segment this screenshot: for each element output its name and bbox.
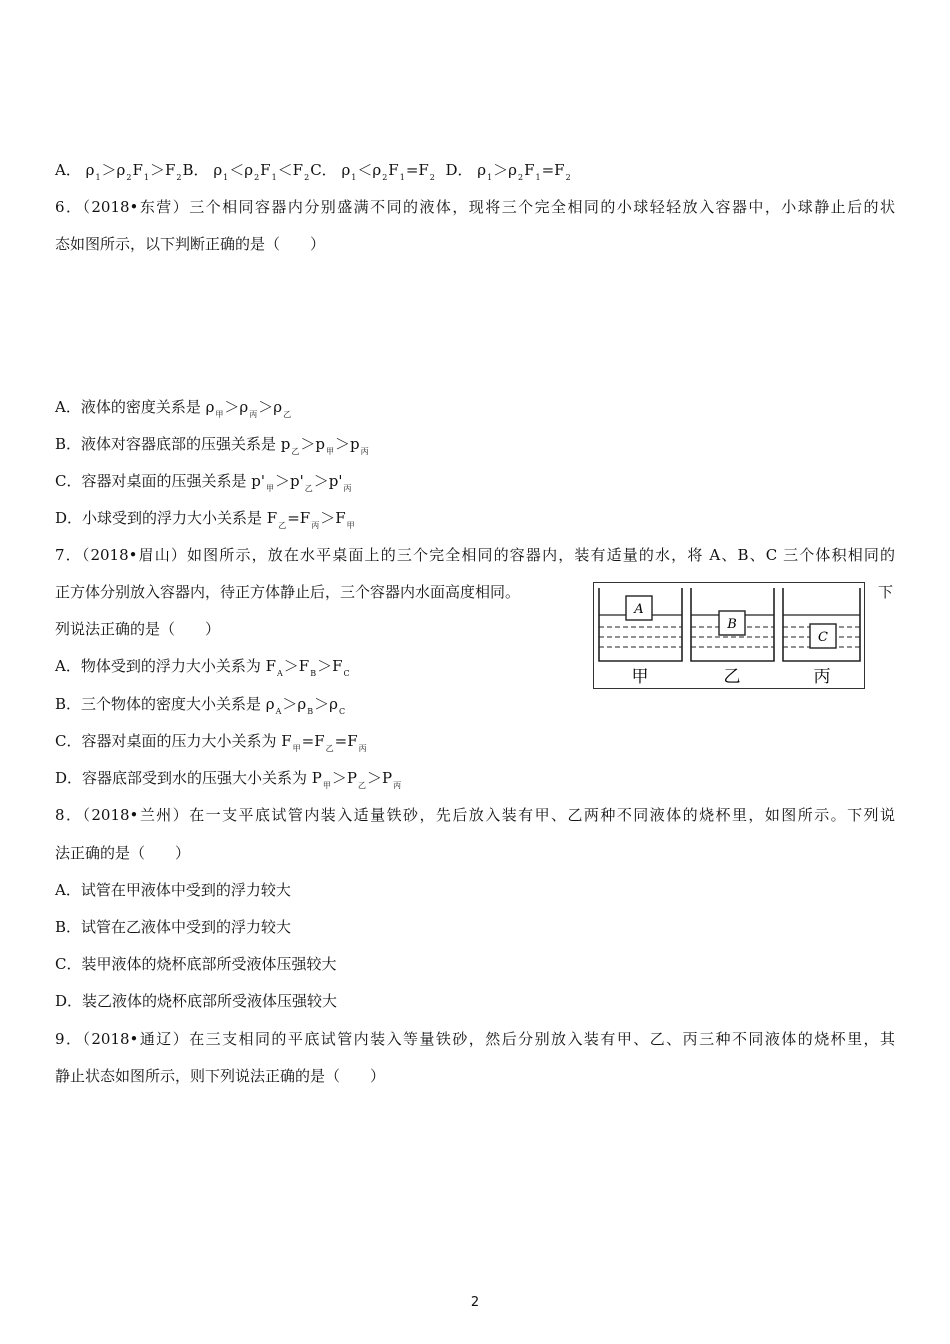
- q6-option-c: [55, 471, 352, 491]
- q5-d-sub3: 1: [535, 173, 541, 182]
- q5-d-sub4: 2: [565, 173, 571, 182]
- q7-a-op1: ＞F: [283, 657, 310, 675]
- q5-d-rho: ρ: [477, 161, 487, 179]
- q5-a-sub4: 2: [176, 173, 182, 182]
- q5-c-op2: =F: [405, 161, 429, 179]
- q7-figure: [593, 582, 865, 689]
- q7-option-b: [55, 694, 346, 714]
- q7-a-sub2: B: [310, 669, 317, 678]
- q8-stem-line2: 法正确的是（ ）: [55, 844, 191, 862]
- q5-b-op1: ＜ρ: [229, 161, 254, 179]
- q6-option-b: [55, 434, 370, 454]
- q7-a-sub1: A: [277, 669, 283, 678]
- q5-d-f: F: [524, 161, 535, 179]
- q5-c-sub4: 2: [429, 173, 435, 182]
- container-jia: [599, 588, 682, 661]
- cube-b-label: B: [727, 617, 737, 632]
- q5-b-f: F: [260, 161, 271, 179]
- q8-option-a: A．试管在甲液体中受到的浮力较大: [55, 881, 291, 899]
- q7-stem-line1: 7．（2018•眉山）如图所示，放在水平桌面上的三个完全相同的容器内，装有适量的水，将 A、B、C 三个体积相同的: [55, 546, 895, 564]
- q7-c-sub3: 丙: [358, 744, 367, 753]
- q7-option-d: [55, 768, 402, 788]
- q7-d-op1: ＞P: [331, 769, 357, 787]
- q6-d-text: D．小球受到的浮力大小关系是 F: [55, 509, 278, 527]
- q8-stem-line1: 8．（2018•兰州）在一支平底试管内装入适量铁砂，先后放入装有甲、乙两种不同液体的烧杯里，如图所示。下列说: [55, 806, 895, 824]
- q7-b-op1: ＞ρ: [282, 695, 307, 713]
- q6-option-a: [55, 397, 292, 417]
- q6-b-text: B．液体对容器底部的压强关系是 p: [55, 435, 291, 453]
- q6-d-op2: ＞F: [320, 509, 346, 527]
- q6-stem-line1: 6．（2018•东营）三个相同容器内分别盛满不同的液体，现将三个完全相同的小球轻轻放入容器中，小球静止后的状: [55, 198, 895, 216]
- q5-b-op2: ＜F: [277, 161, 304, 179]
- q5-b-sub2: 2: [254, 173, 260, 182]
- q6-a-op2: ＞ρ: [258, 398, 283, 416]
- containers-diagram: [594, 583, 864, 688]
- q5-a-sub1: 1: [95, 173, 101, 182]
- q5-option-b: [182, 161, 311, 182]
- q6-a-text: A．液体的密度关系是 ρ: [55, 398, 215, 416]
- q6-c-text: C．容器对桌面的压强关系是 p': [55, 472, 265, 490]
- q5-options-line: [55, 160, 572, 180]
- q5-c-op1: ＜ρ: [357, 161, 382, 179]
- q5-b-label: B．: [182, 161, 209, 179]
- cube-a-label: A: [634, 602, 644, 617]
- q7-c-op1: =F: [301, 732, 325, 750]
- q8-option-d: D．装乙液体的烧杯底部所受液体压强较大: [55, 992, 338, 1010]
- q7-d-sub2: 乙: [357, 781, 366, 790]
- q6-d-sub3: 甲: [346, 521, 355, 530]
- q5-b-sub4: 2: [304, 173, 310, 182]
- q8-option-c: C．装甲液体的烧杯底部所受液体压强较大: [55, 955, 337, 973]
- q7-c-sub2: 乙: [325, 744, 334, 753]
- q5-a-op1: ＞ρ: [101, 161, 126, 179]
- q5-c-sub1: 1: [351, 173, 357, 182]
- q7-c-sub1: 甲: [292, 744, 301, 753]
- q5-c-rho: ρ: [341, 161, 351, 179]
- q5-a-sub3: 1: [143, 173, 149, 182]
- q9-stem-line2: 静止状态如图所示，则下列说法正确的是（ ）: [55, 1067, 386, 1085]
- q5-a-op2: ＞F: [149, 161, 176, 179]
- q6-c-sub1: 甲: [265, 484, 274, 493]
- q5-option-d: [445, 161, 571, 182]
- q5-a-label: A．: [55, 161, 81, 179]
- q5-d-sub1: 1: [487, 173, 493, 182]
- q7-b-sub2: B: [307, 707, 314, 716]
- q6-d-sub2: 丙: [311, 521, 320, 530]
- container-yi: [691, 588, 774, 661]
- q5-option-c: [310, 161, 436, 182]
- q5-c-f: F: [388, 161, 399, 179]
- q5-option-a: [55, 161, 183, 182]
- q5-b-sub1: 1: [223, 173, 229, 182]
- q5-d-sub2: 2: [518, 173, 524, 182]
- q7-stem-line2: 正方体分别放入容器内，待正方体静止后，三个容器内水面高度相同。: [55, 583, 521, 601]
- q7-b-op2: ＞ρ: [314, 695, 338, 713]
- label-jia: 甲: [631, 667, 649, 687]
- q7-a-text: A．物体受到的浮力大小关系为 F: [55, 657, 277, 675]
- q6-b-sub2: 甲: [326, 447, 335, 456]
- q7-d-text: D．容器底部受到水的压强大小关系为 P: [55, 769, 322, 787]
- q5-c-sub3: 1: [399, 173, 405, 182]
- q7-a-sub3: C: [343, 669, 350, 678]
- q7-b-sub3: C: [338, 707, 346, 716]
- q6-b-op2: ＞p: [335, 435, 360, 453]
- q7-a-op2: ＞F: [317, 657, 343, 675]
- q6-option-d: [55, 508, 356, 528]
- q6-a-op1: ＞ρ: [224, 398, 249, 416]
- q6-b-sub1: 乙: [291, 447, 300, 456]
- q9-stem-line1: 9．（2018•通辽）在三支相同的平底试管内装入等量铁砂，然后分别放入装有甲、乙、丙三种不同液体的烧杯里，其: [55, 1030, 895, 1048]
- q5-d-label: D．: [445, 161, 473, 179]
- q8-option-b: B．试管在乙液体中受到的浮力较大: [55, 918, 292, 936]
- q7-d-op2: ＞P: [366, 769, 393, 787]
- q7-d-sub1: 甲: [322, 781, 331, 790]
- q7-d-sub3: 丙: [393, 781, 402, 790]
- q7-option-a: [55, 656, 351, 676]
- q5-d-op2: =F: [541, 161, 565, 179]
- q6-a-sub3: 乙: [283, 410, 292, 419]
- q5-a-rho: ρ: [85, 161, 95, 179]
- q7-c-op2: =F: [334, 732, 358, 750]
- q5-b-sub3: 1: [271, 173, 277, 182]
- cube-c-label: C: [818, 630, 828, 645]
- q6-a-sub1: 甲: [215, 410, 224, 419]
- q6-b-sub3: 丙: [360, 447, 369, 456]
- q7-option-c: [55, 731, 368, 751]
- container-bing: [783, 588, 860, 661]
- q5-c-sub2: 2: [382, 173, 388, 182]
- q6-c-op1: ＞p': [274, 472, 304, 490]
- q7-stem-line2-end: 下: [878, 583, 894, 601]
- q5-b-rho: ρ: [213, 161, 223, 179]
- page-number: 2: [470, 1295, 480, 1310]
- q6-stem-line2: 态如图所示，以下判断正确的是（ ）: [55, 235, 326, 253]
- q5-c-label: C．: [310, 161, 337, 179]
- q5-a-sub2: 2: [126, 173, 132, 182]
- q6-b-op1: ＞p: [300, 435, 326, 453]
- q6-c-op2: ＞p': [313, 472, 343, 490]
- q6-c-sub3: 丙: [343, 484, 352, 493]
- q7-stem-line3: 列说法正确的是（ ）: [55, 620, 221, 638]
- q6-a-sub2: 丙: [249, 410, 258, 419]
- q5-d-op1: ＞ρ: [493, 161, 517, 179]
- q7-b-sub1: A: [275, 707, 282, 716]
- q6-d-sub1: 乙: [278, 521, 287, 530]
- q7-c-text: C．容器对桌面的压力大小关系为 F: [55, 732, 292, 750]
- q6-d-op1: =F: [287, 509, 311, 527]
- label-bing: 丙: [813, 667, 831, 687]
- q5-a-f: F: [132, 161, 143, 179]
- label-yi: 乙: [723, 667, 741, 687]
- q7-b-text: B．三个物体的密度大小关系是 ρ: [55, 695, 275, 713]
- q6-c-sub2: 乙: [304, 484, 313, 493]
